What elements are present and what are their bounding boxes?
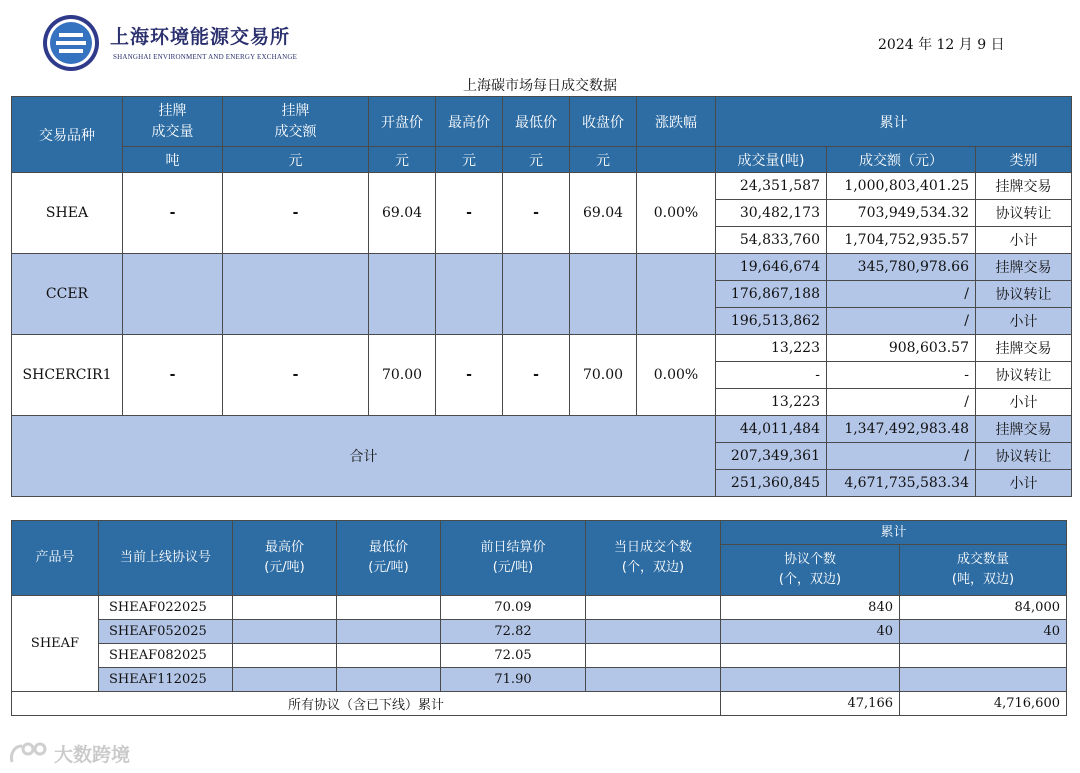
listing-volume: - bbox=[123, 173, 223, 254]
high-price bbox=[233, 620, 337, 644]
total-amount: / bbox=[827, 443, 976, 470]
prev-settle: 71.90 bbox=[441, 668, 586, 692]
high-price: - bbox=[436, 173, 503, 254]
category: 协议转让 bbox=[976, 200, 1072, 227]
cum-volume: 54,833,760 bbox=[716, 227, 827, 254]
cum-count bbox=[721, 668, 900, 692]
unit-ton: 吨 bbox=[123, 147, 223, 173]
forward-contract-table bbox=[11, 520, 1067, 716]
low-price bbox=[503, 254, 570, 335]
cum-amount: 908,603.57 bbox=[827, 335, 976, 362]
footer-cum-qty: 4,716,600 bbox=[900, 692, 1067, 716]
prev-settle: 70.09 bbox=[441, 596, 586, 620]
watermark-text: 大数跨境 bbox=[54, 744, 131, 766]
category: 挂牌交易 bbox=[976, 416, 1072, 443]
header-category: 类别 bbox=[976, 147, 1072, 173]
unit-yuan: 元 bbox=[503, 147, 570, 173]
category: 协议转让 bbox=[976, 443, 1072, 470]
close-price: 70.00 bbox=[570, 335, 637, 416]
contract-id: SHEAF052025 bbox=[99, 620, 233, 644]
listing-volume: - bbox=[123, 335, 223, 416]
product-name: SHCERCIR1 bbox=[12, 335, 123, 416]
day-count bbox=[586, 620, 721, 644]
low-price bbox=[337, 596, 441, 620]
table-title: 上海碳市场每日成交数据 bbox=[463, 78, 617, 94]
org-name-en: SHANGHAI ENVIRONMENT AND ENERGY EXCHANGE bbox=[113, 53, 298, 61]
product-name: SHEA bbox=[12, 173, 123, 254]
header-day-count: 当日成交个数 (个，双边) bbox=[586, 521, 721, 596]
unit-yuan: 元 bbox=[436, 147, 503, 173]
daily-trading-table bbox=[11, 96, 1072, 497]
header-change: 涨跌幅 bbox=[637, 97, 716, 147]
contract-id: SHEAF112025 bbox=[99, 668, 233, 692]
table-row bbox=[12, 335, 1072, 362]
org-name-cn: 上海环境能源交易所 bbox=[110, 26, 291, 48]
contract-id: SHEAF022025 bbox=[99, 596, 233, 620]
high-price bbox=[233, 596, 337, 620]
cum-amount: 1,000,803,401.25 bbox=[827, 173, 976, 200]
cum-qty: 84,000 bbox=[900, 596, 1067, 620]
contract-id: SHEAF082025 bbox=[99, 644, 233, 668]
cum-qty: 40 bbox=[900, 620, 1067, 644]
header-product: 产品号 bbox=[12, 521, 99, 596]
cum-volume: - bbox=[716, 362, 827, 389]
cum-volume: 176,867,188 bbox=[716, 281, 827, 308]
cum-qty bbox=[900, 668, 1067, 692]
table-row bbox=[12, 644, 1067, 668]
header-high: 最高价 (元/吨) bbox=[233, 521, 337, 596]
watermark-logo-icon bbox=[8, 740, 50, 766]
open-price: 69.04 bbox=[369, 173, 436, 254]
category: 挂牌交易 bbox=[976, 173, 1072, 200]
close-price bbox=[570, 254, 637, 335]
cum-volume: 24,351,587 bbox=[716, 173, 827, 200]
cum-amount: / bbox=[827, 281, 976, 308]
listing-amount: - bbox=[223, 335, 369, 416]
cum-volume: 13,223 bbox=[716, 335, 827, 362]
header-listing-amount: 挂牌 成交额 bbox=[223, 97, 369, 147]
cum-count bbox=[721, 644, 900, 668]
header-cumulative: 累计 bbox=[716, 97, 1072, 147]
header-cum-amount: 成交额（元） bbox=[827, 147, 976, 173]
high-price bbox=[233, 668, 337, 692]
cum-amount: / bbox=[827, 308, 976, 335]
product-name: CCER bbox=[12, 254, 123, 335]
cum-qty bbox=[900, 644, 1067, 668]
low-price bbox=[337, 620, 441, 644]
category: 协议转让 bbox=[976, 281, 1072, 308]
cum-volume: 13,223 bbox=[716, 389, 827, 416]
unit-yuan: 元 bbox=[570, 147, 637, 173]
cum-amount: / bbox=[827, 389, 976, 416]
low-price: - bbox=[503, 173, 570, 254]
total-volume: 44,011,484 bbox=[716, 416, 827, 443]
total-volume: 251,360,845 bbox=[716, 470, 827, 497]
high-price: - bbox=[436, 335, 503, 416]
open-price: 70.00 bbox=[369, 335, 436, 416]
price-change bbox=[637, 254, 716, 335]
low-price bbox=[337, 668, 441, 692]
open-price bbox=[369, 254, 436, 335]
table-row bbox=[12, 596, 1067, 620]
prev-settle: 72.82 bbox=[441, 620, 586, 644]
day-count bbox=[586, 596, 721, 620]
cum-volume: 19,646,674 bbox=[716, 254, 827, 281]
cum-amount: 703,949,534.32 bbox=[827, 200, 976, 227]
header-open: 开盘价 bbox=[369, 97, 436, 147]
exchange-logo-icon bbox=[42, 14, 100, 72]
total-volume: 207,349,361 bbox=[716, 443, 827, 470]
total-amount: 1,347,492,983.48 bbox=[827, 416, 976, 443]
category: 协议转让 bbox=[976, 362, 1072, 389]
cum-amount: 1,704,752,935.57 bbox=[827, 227, 976, 254]
day-count bbox=[586, 644, 721, 668]
table-row bbox=[12, 668, 1067, 692]
total-row bbox=[12, 416, 1072, 443]
category: 小计 bbox=[976, 389, 1072, 416]
header-contract: 当前上线协议号 bbox=[99, 521, 233, 596]
header-listing-volume: 挂牌 成交量 bbox=[123, 97, 223, 147]
header-variety: 交易品种 bbox=[12, 97, 123, 173]
high-price bbox=[436, 254, 503, 335]
close-price: 69.04 bbox=[570, 173, 637, 254]
listing-amount bbox=[223, 254, 369, 335]
prev-settle: 72.05 bbox=[441, 644, 586, 668]
category: 小计 bbox=[976, 308, 1072, 335]
table-row bbox=[12, 173, 1072, 200]
day-count bbox=[586, 668, 721, 692]
low-price: - bbox=[503, 335, 570, 416]
header-cum-qty: 成交数量 (吨，双边) bbox=[900, 545, 1067, 596]
page-header bbox=[0, 0, 1080, 72]
total-amount: 4,671,735,583.34 bbox=[827, 470, 976, 497]
unit-yuan: 元 bbox=[223, 147, 369, 173]
cum-amount: - bbox=[827, 362, 976, 389]
cum-volume: 196,513,862 bbox=[716, 308, 827, 335]
watermark bbox=[8, 738, 148, 768]
footer-row bbox=[12, 692, 1067, 716]
cum-amount: 345,780,978.66 bbox=[827, 254, 976, 281]
report-date: 2024 年 12 月 9 日 bbox=[878, 37, 1005, 53]
unit-empty bbox=[637, 147, 716, 173]
listing-amount: - bbox=[223, 173, 369, 254]
price-change: 0.00% bbox=[637, 335, 716, 416]
cum-volume: 30,482,173 bbox=[716, 200, 827, 227]
low-price bbox=[337, 644, 441, 668]
category: 小计 bbox=[976, 470, 1072, 497]
header-prev-settle: 前日结算价 (元/吨) bbox=[441, 521, 586, 596]
product-code: SHEAF bbox=[12, 596, 99, 692]
header-low: 最低价 bbox=[503, 97, 570, 147]
unit-yuan: 元 bbox=[369, 147, 436, 173]
header-high: 最高价 bbox=[436, 97, 503, 147]
footer-label: 所有协议（含已下线）累计 bbox=[12, 692, 721, 716]
header-close: 收盘价 bbox=[570, 97, 637, 147]
high-price bbox=[233, 644, 337, 668]
header-cum-volume: 成交量(吨) bbox=[716, 147, 827, 173]
table-row bbox=[12, 254, 1072, 281]
table-row bbox=[12, 620, 1067, 644]
header-cum-count: 协议个数 (个，双边) bbox=[721, 545, 900, 596]
footer-cum-count: 47,166 bbox=[721, 692, 900, 716]
category: 挂牌交易 bbox=[976, 335, 1072, 362]
header-cumulative: 累计 bbox=[721, 521, 1067, 545]
header-low: 最低价 (元/吨) bbox=[337, 521, 441, 596]
listing-volume bbox=[123, 254, 223, 335]
total-label: 合计 bbox=[12, 416, 716, 497]
category: 挂牌交易 bbox=[976, 254, 1072, 281]
price-change: 0.00% bbox=[637, 173, 716, 254]
cum-count: 840 bbox=[721, 596, 900, 620]
category: 小计 bbox=[976, 227, 1072, 254]
cum-count: 40 bbox=[721, 620, 900, 644]
